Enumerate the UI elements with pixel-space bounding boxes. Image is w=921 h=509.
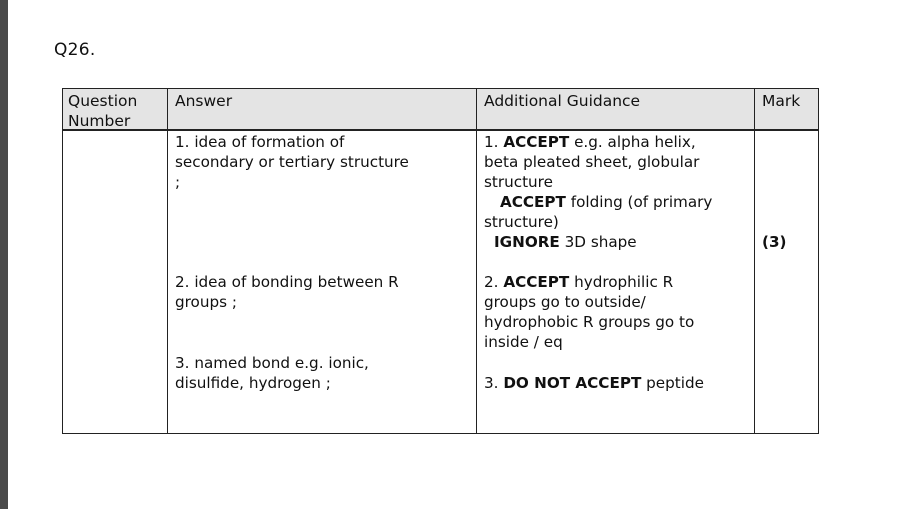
header-answer: Answer: [175, 92, 233, 110]
table-border-right: [818, 88, 819, 434]
header-divider: [62, 129, 819, 131]
header-additional-guidance: Additional Guidance: [484, 92, 641, 110]
window-left-edge: [0, 0, 8, 509]
answer-2: 2. idea of bonding between R groups ;: [175, 273, 399, 311]
column-divider-2: [476, 88, 477, 434]
table-border-left: [62, 88, 63, 434]
guidance-1: 1. ACCEPT e.g. alpha helix, beta pleated sheet, globular structure ACCEPT folding (of primary structure) IGNORE 3D shape: [484, 133, 713, 251]
header-mark: Mark: [762, 92, 801, 110]
column-divider-1: [167, 88, 168, 434]
table-border-top: [62, 88, 819, 89]
header-question-number: Question Number: [68, 92, 138, 130]
question-label: Q26.: [54, 40, 96, 60]
guidance-3: 3. DO NOT ACCEPT peptide: [484, 374, 704, 392]
answer-3: 3. named bond e.g. ionic, disulfide, hydrogen ;: [175, 354, 369, 392]
mark-value: (3): [762, 233, 787, 251]
answer-1: 1. idea of formation of secondary or tertiary structure ;: [175, 133, 409, 191]
column-divider-3: [754, 88, 755, 434]
table-border-bottom: [62, 433, 819, 434]
mark-scheme-table: [62, 88, 819, 434]
guidance-2: 2. ACCEPT hydrophilic R groups go to outside/ hydrophobic R groups go to inside / eq: [484, 273, 695, 351]
